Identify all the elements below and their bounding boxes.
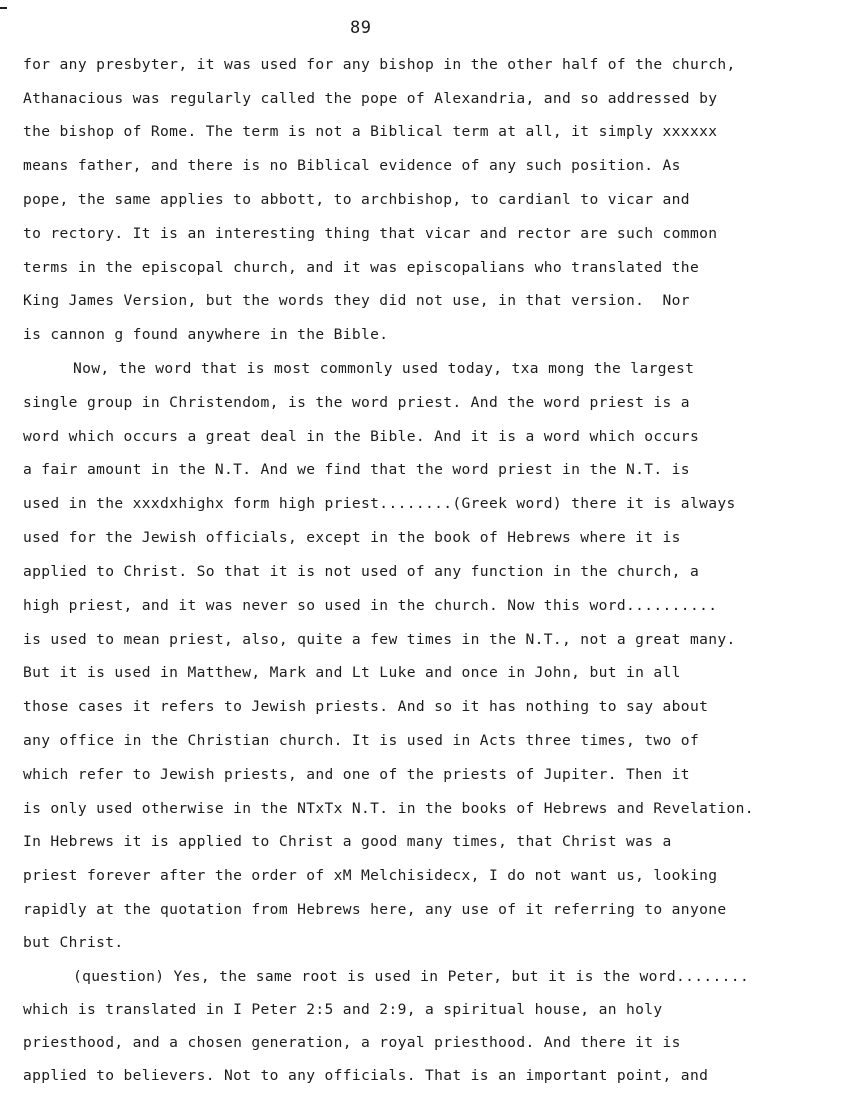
text-line: King James Version, but the words they did not use, in that version. Nor bbox=[23, 292, 690, 309]
text-line: applied to believers. Not to any officials. That is an important point, and bbox=[23, 1067, 709, 1084]
margin-mark bbox=[0, 7, 7, 9]
text-line: pope, the same applies to abbott, to archbishop, to cardianl to vicar and bbox=[23, 191, 690, 208]
text-line: high priest, and it was never so used in the church. Now this word.......... bbox=[23, 597, 718, 614]
text-line: any office in the Christian church. It is used in Acts three times, two of bbox=[23, 732, 700, 749]
text-line: In Hebrews it is applied to Christ a good many times, that Christ was a bbox=[23, 833, 672, 850]
text-line: used for the Jewish officials, except in the book of Hebrews where it is bbox=[23, 529, 681, 546]
text-line: means father, and there is no Biblical evidence of any such position. As bbox=[23, 157, 681, 174]
text-line: But it is used in Matthew, Mark and Lt Luke and once in John, but in all bbox=[23, 664, 681, 681]
text-line: applied to Christ. So that it is not used of any function in the church, a bbox=[23, 563, 700, 580]
text-line: a fair amount in the N.T. And we find that the word priest in the N.T. is bbox=[23, 461, 690, 478]
text-line: priest forever after the order of xM Melchisidecx, I do not want us, looking bbox=[23, 867, 718, 884]
text-line: those cases it refers to Jewish priests. And so it has nothing to say about bbox=[23, 698, 709, 715]
text-line: the bishop of Rome. The term is not a Biblical term at all, it simply xxxxxx bbox=[23, 123, 718, 140]
text-line: is cannon g found anywhere in the Bible. bbox=[23, 326, 389, 343]
text-line: Athanacious was regularly called the pope of Alexandria, and so addressed by bbox=[23, 90, 718, 107]
text-line: which is translated in I Peter 2:5 and 2:9, a spiritual house, an holy bbox=[23, 1001, 663, 1018]
text-line: terms in the episcopal church, and it was episcopalians who translated the bbox=[23, 259, 700, 276]
text-line: rapidly at the quotation from Hebrews here, any use of it referring to anyone bbox=[23, 901, 727, 918]
text-line: but Christ. bbox=[23, 934, 124, 951]
text-line: is used to mean priest, also, quite a few times in the N.T., not a great many. bbox=[23, 631, 736, 648]
page-number: 89 bbox=[350, 18, 372, 38]
paragraph-first-line: Now, the word that is most commonly used today, txa mong the largest bbox=[73, 360, 695, 377]
text-line: for any presbyter, it was used for any bishop in the other half of the church, bbox=[23, 56, 736, 73]
text-line: used in the xxxdxhighx form high priest........(Greek word) there it is always bbox=[23, 495, 736, 512]
text-line: which refer to Jewish priests, and one of the priests of Jupiter. Then it bbox=[23, 766, 690, 783]
text-line: word which occurs a great deal in the Bible. And it is a word which occurs bbox=[23, 428, 700, 445]
paragraph-first-line: (question) Yes, the same root is used in Peter, but it is the word........ bbox=[73, 968, 750, 985]
text-line: priesthood, and a chosen generation, a royal priesthood. And there it is bbox=[23, 1034, 681, 1051]
text-line: single group in Christendom, is the word priest. And the word priest is a bbox=[23, 394, 690, 411]
text-line: is only used otherwise in the NTxTx N.T. in the books of Hebrews and Revelation. bbox=[23, 800, 754, 817]
text-line: to rectory. It is an interesting thing that vicar and rector are such common bbox=[23, 225, 718, 242]
